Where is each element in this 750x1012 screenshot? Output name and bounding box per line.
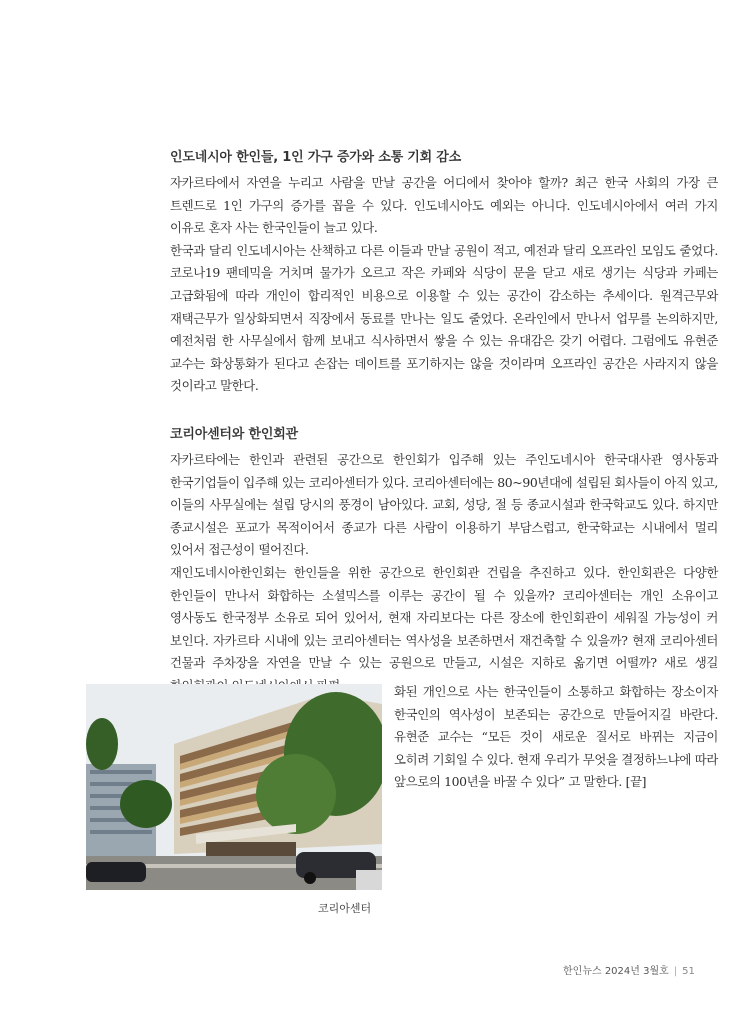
footer-divider: | [673, 966, 678, 977]
photo-caption: 코리아센터 [318, 902, 372, 915]
section-heading: 인도네시아 한인들, 1인 가구 증가와 소통 기회 감소 [170, 150, 462, 165]
paragraph: 자카르타에는 한인과 관련된 공간으로 한인회가 입주해 있는 주인도네시아 한국대사관 영사동과 한국기업들이 입주해 있는 코리아센터가 있다. 코리아센터에는 80~90년대에 설립된 회사들이 아직 있고, 이들의 사무실에는 설립 당시의 풍경이 남아있다. 교회, 성당, 절 등 종교시설과 한국학교도 있다. 하지만 종교시설은 포교가 목적이어서 종교가 다른 사람이 이용하기 부담스럽고, 한국학교는 시내에서 멀리 있어서 접근성이 떨어진다. [170, 452, 719, 558]
page-number: 51 [682, 966, 695, 977]
korea-center-photo [86, 684, 382, 890]
publication-name: 한인뉴스 2024년 3월호 [563, 966, 669, 977]
section-korea-center [170, 425, 718, 698]
section-continuation [394, 681, 718, 794]
section-heading: 코리아센터와 한인회관 [170, 427, 298, 442]
paragraph: 재인도네시아한인회는 한인들을 위한 공간으로 한인회관 건립을 추진하고 있다. 한인회관은 다양한 한인들이 만나서 화합하는 소셜믹스를 이루는 공간이 될 수 있을까? 코리아센터는 개인 소유이고 영사동도 한국정부 소유로 되어 있어서, 현재 자리보다는 다른 장소에 한인회관이 세워질 가능성이 커 보인다. 자카르타 시내에 있는 코리아센터는 역사성을 보존하면서 재건축할 수 있을까? 현재 코리아센터 건물과 주차장을 자연을 만날 수 있는 공원으로 만들고, 시설은 지하로 옮기면 어떨까? 새로 생길 [170, 564, 718, 671]
section-korean-residents [170, 148, 718, 398]
paragraph: 한국과 달리 인도네시아는 산책하고 다른 이들과 만날 공원이 적고, 예전과 달리 오프라인 모임도 줄었다. 코로나19 팬데믹을 거치며 물가가 오르고 작은 카페와 식당이 문을 닫고 새로 생기는 식당과 카페는 고급화됨에 따라 개인이 합리적인 비용으로 이용할 수 있는 공간이 감소하는 추세이다. 원격근무와 재택근무가 일상화되면서 직장에서 동료를 만나는 일도 줄었다. 온라인에서 만나서 업무를 논의하지만, 예전처럼 한 사무실에서 함께 보내고 식사하면서 쌓을 수 있는 유대감은 갖기 어렵다. 그럼에도 유현준 교수는 화상통화가 된다고 손잡는 데이트를 포기하지는 않을 것이라며 오프라인 공간은 사라지지 않을 것이라고 말한다. [170, 242, 718, 394]
paragraph: 화된 개인으로 사는 한국인들이 소통하고 화합하는 장소이자 한국인의 역사성이 보존되는 공간으로 만들어지길 바란다. 유현준 교수는 “모든 것이 새로운 질서로 바뀌는 지금이 오히려 기회일 수 있다. 현재 우리가 무엇을 결정하느냐에 따라 앞으로의 100년을 바꿀 수 있다” 고 말한다. [끝] [394, 684, 718, 790]
paragraph: 자카르타에서 자연을 누리고 사람을 만날 공간을 어디에서 찾아야 할까? 최근 한국 사회의 가장 큰 트렌드로 1인 가구의 증가를 꼽을 수 있다. 인도네시아도 예외는 아니다. 인도네시아에서 여러 가지 이유로 혼자 사는 한국인들이 늘고 있다. [170, 175, 718, 236]
page-footer [563, 962, 695, 977]
